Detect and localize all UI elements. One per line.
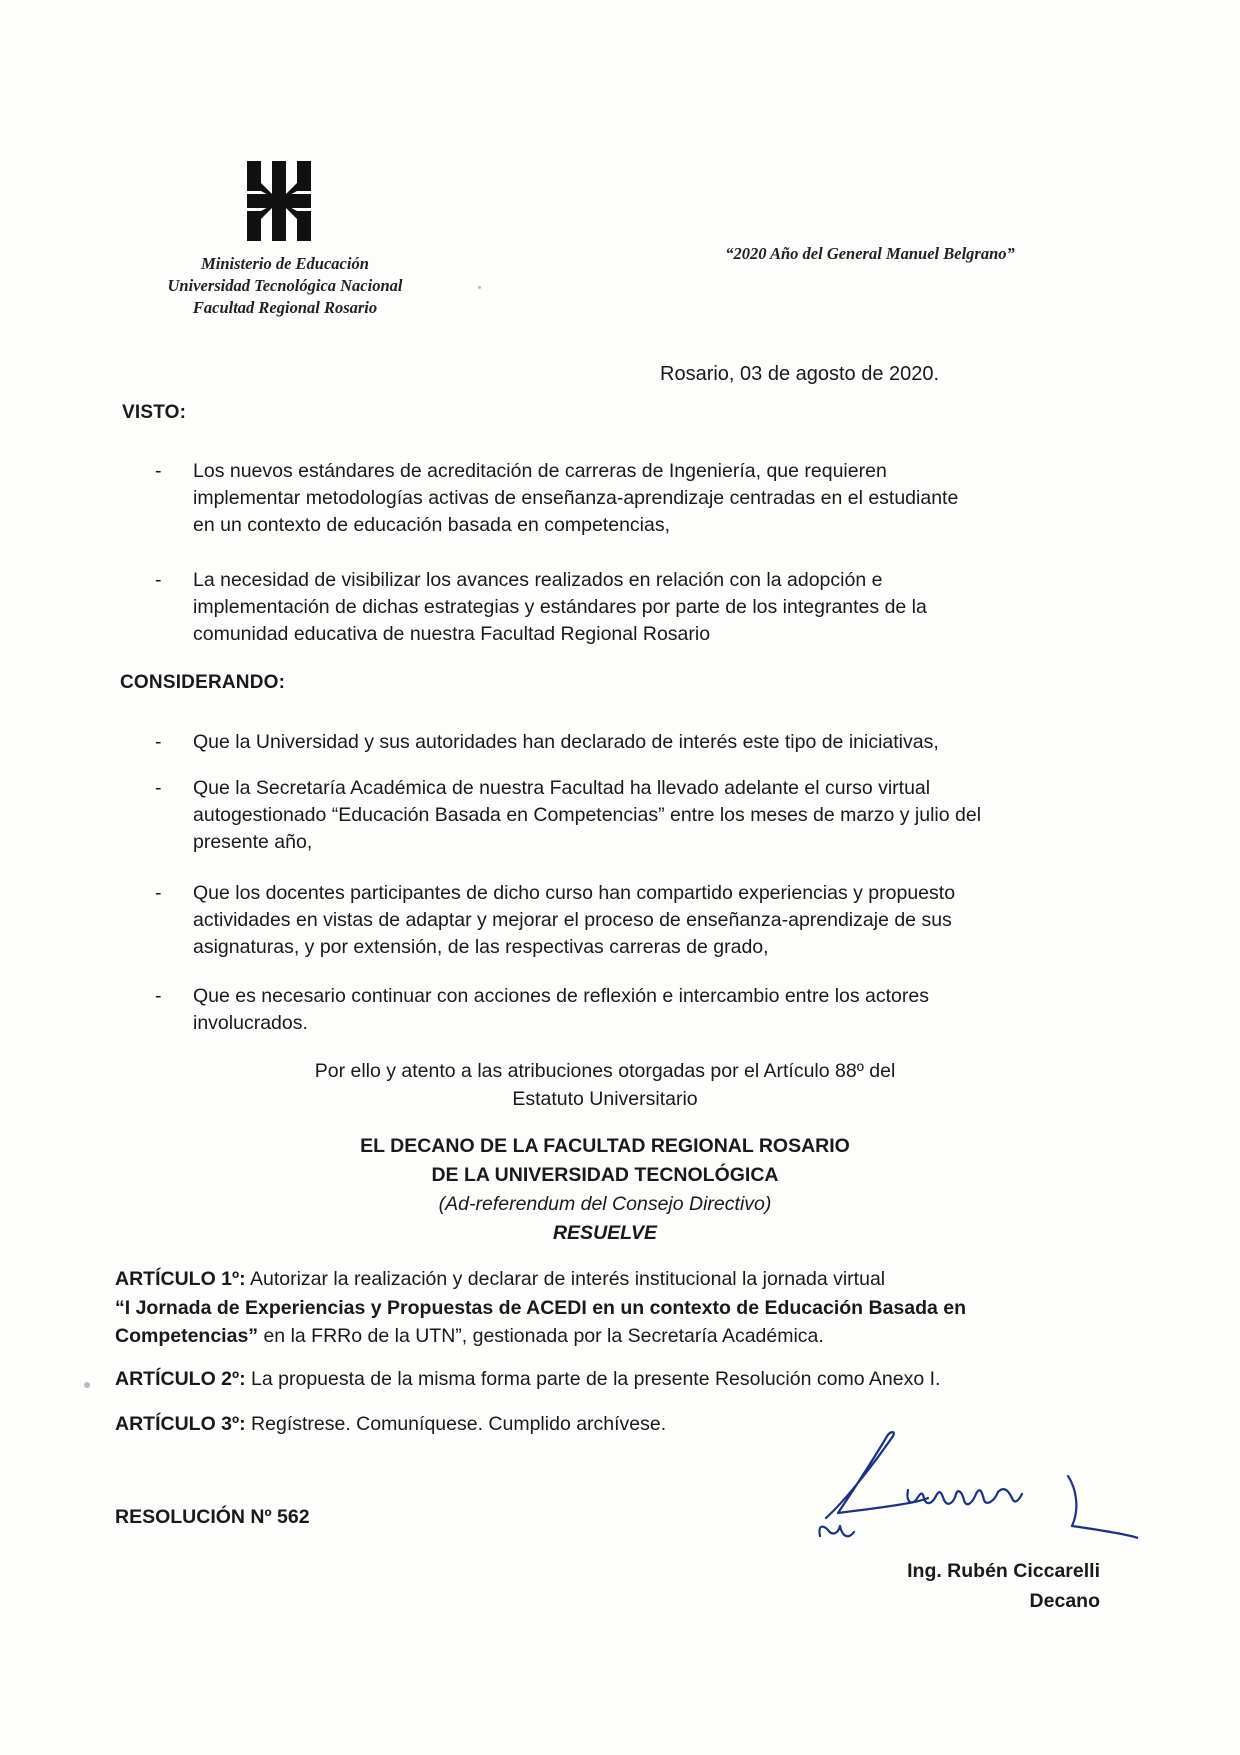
faculty-line: Facultad Regional Rosario — [192, 298, 378, 317]
visto-item — [155, 458, 1085, 539]
signer-name: Ing. Rubén Ciccarelli — [907, 1560, 1100, 1582]
item-line: presente año, — [193, 831, 313, 853]
scan-speck — [84, 1382, 90, 1388]
resolution-number: RESOLUCIÓN Nº 562 — [115, 1506, 310, 1528]
bullet-dash: - — [155, 985, 162, 1007]
item-line: Que es necesario continuar con acciones de reflexión e intercambio entre los actores — [193, 985, 929, 1007]
document-date: Rosario, 03 de agosto de 2020. — [660, 363, 940, 385]
ad-referendum-note: (Ad-referendum del Consejo Directivo) — [438, 1193, 772, 1215]
considerando-heading: CONSIDERANDO: — [120, 672, 286, 693]
item-line: autogestionado “Educación Basada en Competencias” entre los meses de marzo y julio del — [193, 804, 982, 826]
scan-speck — [478, 286, 481, 289]
visto-item — [155, 567, 1085, 648]
article-text: Regístrese. Comuníquese. Cumplido archívese. — [245, 1413, 667, 1435]
item-line: La necesidad de visibilizar los avances realizados en relación con la adopción e — [193, 569, 883, 591]
considerando-item — [155, 983, 1085, 1037]
bullet-dash: - — [155, 731, 162, 753]
item-line: actividades en vistas de adaptar y mejorar el proceso de enseñanza-aprendizaje de sus — [193, 909, 952, 931]
event-title: “I Jornada de Experiencias y Propuestas de ACEDI en un contexto de Educación Basada en — [115, 1296, 967, 1319]
visto-heading: VISTO: — [122, 402, 187, 423]
item-line: asignaturas, y por extensión, de las respectivas carreras de grado, — [193, 936, 769, 958]
considerando-item — [155, 729, 1085, 756]
event-title-end: Competencias” — [115, 1325, 259, 1347]
item-line: Los nuevos estándares de acreditación de carreras de Ingeniería, que requieren — [193, 460, 887, 482]
authority-line: DE LA UNIVERSIDAD TECNOLÓGICA — [431, 1164, 779, 1186]
atribuciones-line: Por ello y atento a las atribuciones otorgadas por el Artículo 88º del — [314, 1060, 896, 1082]
institution-header — [135, 253, 435, 319]
signer-role: Decano — [1029, 1590, 1100, 1612]
article-label: ARTÍCULO 1º: — [115, 1268, 246, 1290]
item-line: Que la Secretaría Académica de nuestra Facultad ha llevado adelante el curso virtual — [193, 777, 931, 799]
ministry-line: Ministerio de Educación — [201, 254, 369, 273]
article-text: La propuesta de la misma forma parte de la presente Resolución como Anexo I. — [245, 1368, 941, 1390]
utn-logo — [247, 161, 311, 241]
authority-line: EL DECANO DE LA FACULTAD REGIONAL ROSARIO — [360, 1135, 850, 1157]
atribuciones-line: Estatuto Universitario — [512, 1088, 698, 1110]
handwritten-signature — [808, 1428, 1138, 1568]
item-line: Que los docentes participantes de dicho curso han compartido experiencias y propuesto — [193, 882, 956, 904]
article-text: Autorizar la realización y declarar de interés institucional la jornada virtual — [245, 1268, 886, 1290]
article-2 — [115, 1365, 1115, 1394]
university-line: Universidad Tecnológica Nacional — [167, 276, 403, 295]
item-line: implementar metodologías activas de enseñanza-aprendizaje centradas en el estudiante — [193, 487, 959, 509]
article-1 — [115, 1265, 1115, 1351]
item-line: implementación de dichas estrategias y estándares por parte de los integrantes de la — [193, 596, 927, 618]
bullet-dash: - — [155, 460, 162, 482]
signer-block — [830, 1556, 1100, 1616]
considerando-item — [155, 880, 1085, 961]
item-line: Que la Universidad y sus autoridades han declarado de interés este tipo de iniciativas, — [193, 731, 939, 753]
item-line: comunidad educativa de nuestra Facultad Regional Rosario — [193, 623, 711, 645]
atribuciones-paragraph — [180, 1057, 1030, 1113]
year-motto: “2020 Año del General Manuel Belgrano” — [725, 244, 1015, 263]
resuelve-heading: RESUELVE — [552, 1222, 658, 1244]
bullet-dash: - — [155, 569, 162, 591]
item-line: involucrados. — [193, 1012, 308, 1034]
article-text: en la FRRo de la UTN”, gestionada por la Secretaría Académica. — [258, 1325, 824, 1347]
article-label: ARTÍCULO 3º: — [115, 1413, 246, 1435]
considerando-item — [155, 775, 1085, 856]
item-line: en un contexto de educación basada en competencias, — [193, 514, 671, 536]
bullet-dash: - — [155, 882, 162, 904]
bullet-dash: - — [155, 777, 162, 799]
article-label: ARTÍCULO 2º: — [115, 1368, 246, 1390]
resolver-block — [180, 1132, 1030, 1248]
